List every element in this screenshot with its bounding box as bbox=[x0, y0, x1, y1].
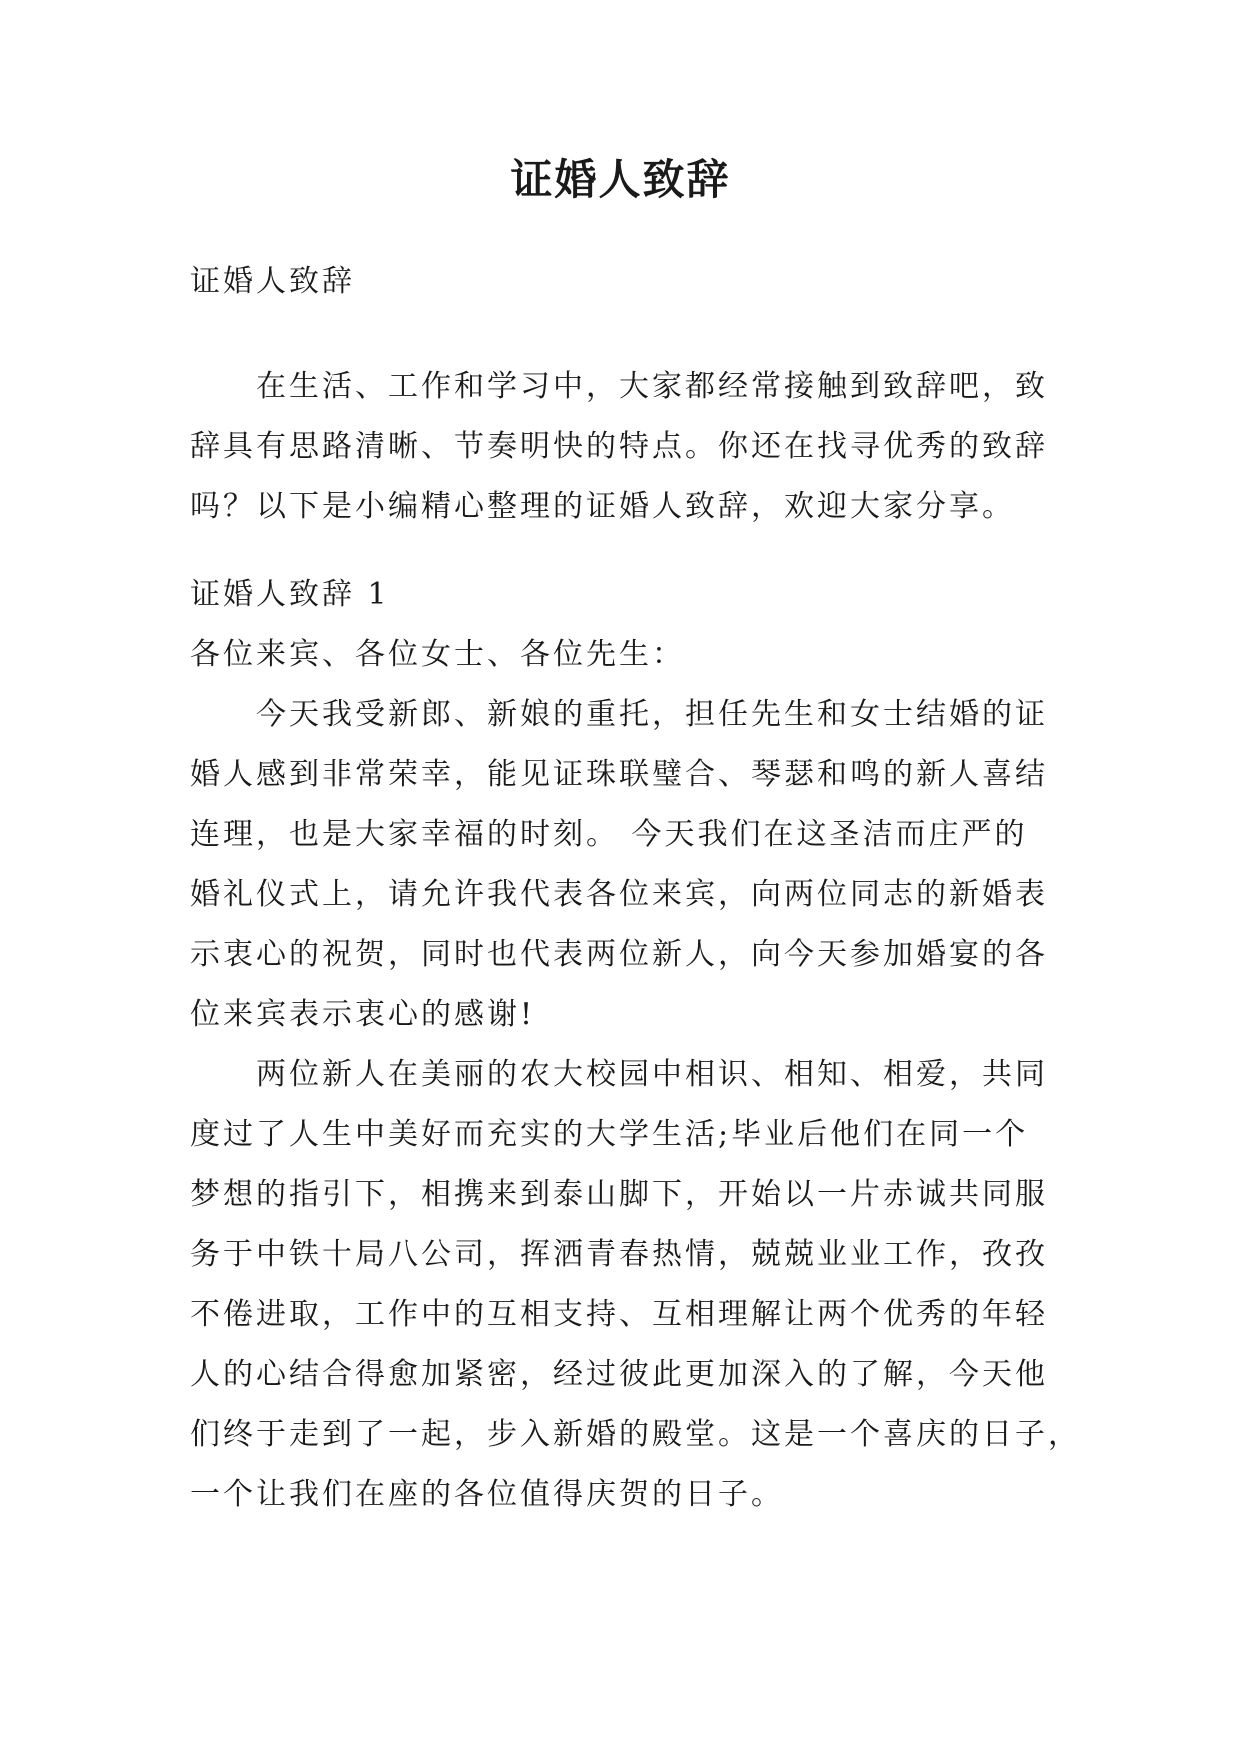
paragraph-line: 示衷心的祝贺，同时也代表两位新人，向今天参加婚宴的各 bbox=[190, 937, 1048, 972]
intro-paragraph bbox=[190, 357, 1050, 537]
paragraph-line: 不倦进取，工作中的互相支持、互相理解让两个优秀的年轻 bbox=[190, 1297, 1048, 1332]
paragraph-line: 务于中铁十局八公司，挥洒青春热情，兢兢业业工作，孜孜 bbox=[190, 1237, 1048, 1272]
document-subtitle: 证婚人致辞 bbox=[190, 264, 355, 299]
paragraph-line: 今天我受新郎、新娘的重托，担任先生和女士结婚的证 bbox=[256, 697, 1048, 732]
paragraph-line: 在生活、工作和学习中，大家都经常接触到致辞吧，致 bbox=[256, 369, 1048, 404]
paragraph-1 bbox=[190, 685, 1050, 1045]
paragraph-line: 婚礼仪式上，请允许我代表各位来宾，向两位同志的新婚表 bbox=[190, 877, 1048, 912]
paragraph-line: 辞具有思路清晰、节奏明快的特点。你还在找寻优秀的致辞 bbox=[190, 429, 1048, 464]
section-heading: 证婚人致辞 1 bbox=[190, 577, 390, 612]
salutation: 各位来宾、各位女士、各位先生： bbox=[190, 637, 685, 672]
paragraph-line: 婚人感到非常荣幸，能见证珠联璧合、琴瑟和鸣的新人喜结 bbox=[190, 757, 1048, 792]
document-title: 证婚人致辞 bbox=[510, 155, 731, 204]
document-subtitle-block bbox=[190, 252, 1050, 312]
paragraph-line: 两位新人在美丽的农大校园中相识、相知、相爱，共同 bbox=[256, 1057, 1048, 1092]
paragraph-line: 梦想的指引下，相携来到泰山脚下，开始以一片赤诚共同服 bbox=[190, 1177, 1048, 1212]
paragraph-line: 连理，也是大家幸福的时刻。 今天我们在这圣洁而庄严的 bbox=[190, 817, 1028, 852]
paragraph-line: 一个让我们在座的各位值得庆贺的日子。 bbox=[190, 1477, 784, 1512]
speech-section bbox=[190, 565, 1081, 1525]
paragraph-line: 吗？以下是小编精心整理的证婚人致辞，欢迎大家分享。 bbox=[190, 489, 1015, 524]
paragraph-line: 位来宾表示衷心的感谢! bbox=[190, 997, 536, 1032]
paragraph-line: 们终于走到了一起，步入新婚的殿堂。这是一个喜庆的日子， bbox=[190, 1417, 1081, 1452]
paragraph-2 bbox=[190, 1045, 1081, 1525]
paragraph-line: 人的心结合得愈加紧密，经过彼此更加深入的了解，今天他 bbox=[190, 1357, 1048, 1392]
paragraph-line: 度过了人生中美好而充实的大学生活;毕业后他们在同一个 bbox=[190, 1117, 1029, 1152]
